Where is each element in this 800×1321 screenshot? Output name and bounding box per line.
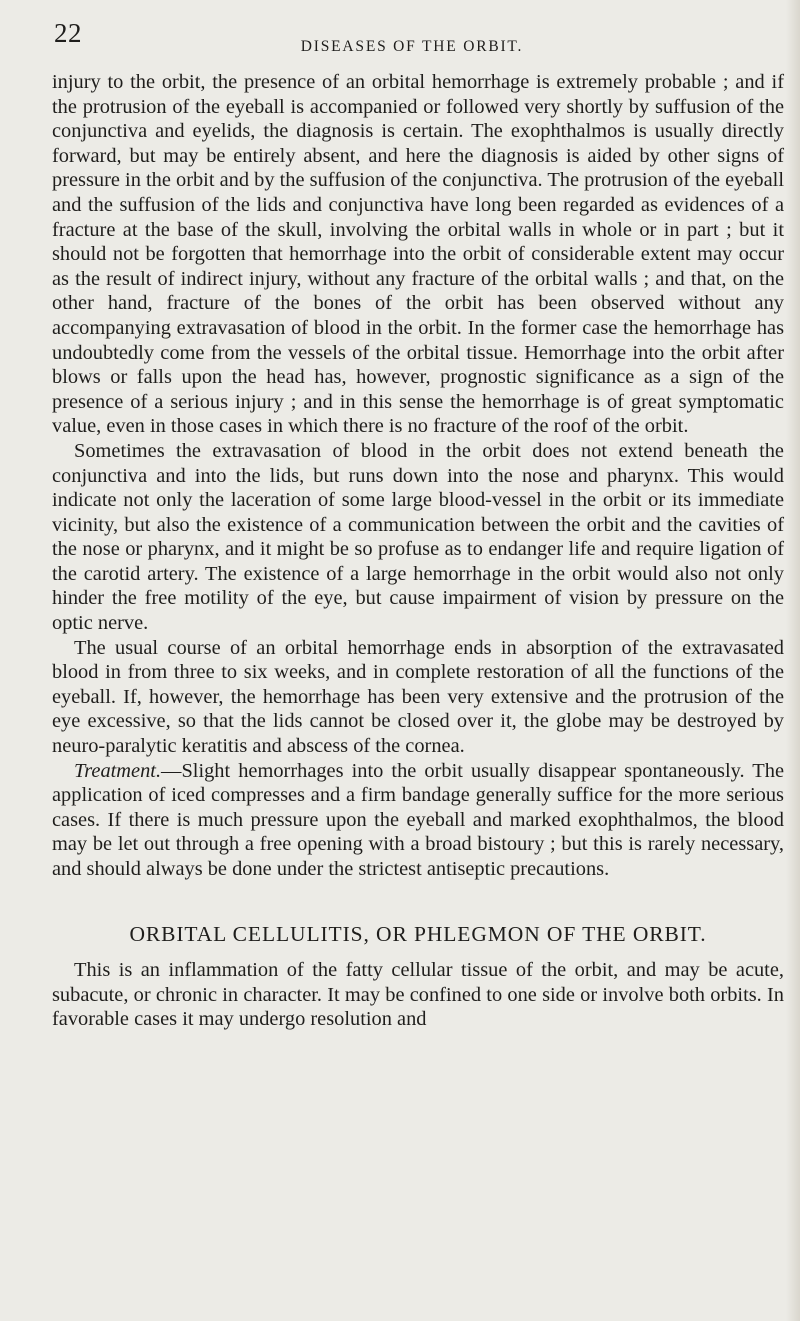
treatment-text: —Slight hemorrhages into the orbit usually disappear spontaneously. The application of iced compresses and a firm bandage generally suffice for the more serious cases. If there is much pressure upon the eyeball and marked exophthalmos, the blood may be let out through a free opening with a broad bistoury ; but this is rarely necessary, and should always be done under the strictest antiseptic precautions. — [52, 759, 784, 880]
page-number: 22 — [54, 18, 82, 48]
paragraph-cellulitis: This is an inflammation of the fatty cellular tissue of the orbit, and may be acute, subacute, or chronic in character. It may be confined to one side or involve both orbits. In favorable cases it may undergo resolution and — [52, 959, 784, 1031]
paragraph-treatment — [52, 759, 784, 882]
paragraph-course: The usual course of an orbital hemorrhage ends in absorption of the extravasated blood in from three to six weeks, and in complete restoration of all the functions of the eyeball. If, however, the hemorrhage has been very extensive and the protrusion of the eye excessive, so that the lids cannot be closed over it, the globe may be destroyed by neuro-paralytic keratitis and abscess of the cornea. — [52, 636, 784, 758]
running-head — [52, 18, 772, 55]
body-text — [52, 70, 784, 1032]
treatment-run-in-heading: Treatment. — [74, 759, 162, 782]
paragraph-continued: injury to the orbit, the presence of an orbital hemorrhage is extremely probable ; and if the protrusion of the eyeball is accompanied or followed very shortly by suffusion of the conjunctiva and eyelids, the diagnosis is certain. The exophthalmos is usually directly forward, but may be entirely absent, and here the diagnosis is aided by other signs of pressure in the orbit and by the suffusion of the conjunctiva. The protrusion of the eyeball and the suffusion of the lids and conjunctiva have long been regarded as evidences of a fracture at the base of the skull, involving the orbital walls in whole or in part ; but it should not be forgotten that hemorrhage into the orbit of considerable extent may occur as the result of indirect injury, without any fracture of the orbital walls ; and that, on the other hand, fracture of the bones of the orbit has been observed without any accompanying extravasation of blood in the orbit. In the former case the hemorrhage has undoubtedly come from the vessels of the orbital tissue. Hemorrhage into the orbit after blows or falls upon the head has, however, prognostic significance as a sign of the presence of a serious injury ; and in this sense the hemorrhage is of great symptomatic value, even in those cases in which there is no fracture of the roof of the orbit. — [52, 71, 785, 438]
running-title: DISEASES OF THE ORBIT. — [300, 38, 524, 55]
paragraph-extravasation: Sometimes the extravasation of blood in the orbit does not extend beneath the conjunctiva and into the lids, but runs down into the nose and pharynx. This would indicate not only the laceration of some large blood-vessel in the orbit or its immediate vicinity, but also the existence of a communication between the orbit and the cavities of the nose or pharynx, and it might be so profuse as to endanger life and require ligation of the carotid artery. The existence of a large hemorrhage in the orbit would also not only hinder the free motility of the eye, but cause impairment of vision by pressure on the optic nerve. — [52, 439, 784, 635]
section-heading: ORBITAL CELLULITIS, OR PHLEGMON OF THE ORBIT. — [129, 921, 707, 946]
page-edge-shadow — [786, 0, 800, 1321]
